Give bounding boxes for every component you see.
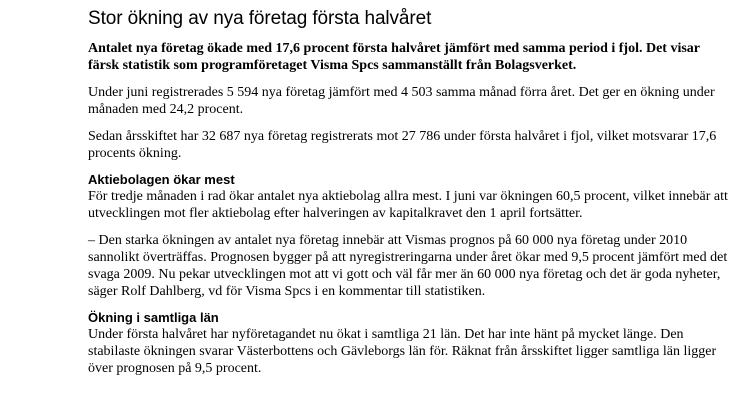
paragraph-aktiebolag: För tredje månaden i rad ökar antalet nya aktiebolag allra mest. I juni var ökningen 60,5 procent, vilket innebär att utvecklingen mot fler aktiebolag efter halveringen av kapitalkravet den 1 april fortsätter.	[88, 189, 728, 221]
article-title: Stor ökning av nya företag första halvåret	[88, 8, 432, 29]
paragraph-june-registrations: Under juni registrerades 5 594 nya företag jämfört med 4 503 samma månad förra året. Det ger en ökning under månaden med 24,2 procent.	[88, 85, 715, 117]
paragraph-year-to-date: Sedan årsskiftet har 32 687 nya företag registrerats mot 27 786 under första halvåret i fjol, vilket motsvarar 17,6 procents ökning.	[88, 129, 717, 161]
paragraph-quote: – Den starka ökningen av antalet nya företag innebär att Vismas prognos på 60 000 nya företag under 2010 sannolikt överträffas. Prognosen bygger på att nyregistreringarna under året ökar med 9,5 procent jämfört med det svaga 2009. Nu pekar utvecklingen mot att vi gott och väl får mer än 60 000 nya företag och det är goda nyheter, säger Rolf Dahlberg, vd för Visma Spcs i en kommentar till statistiken.	[88, 233, 728, 299]
section-heading-lan: Ökning i samtliga län	[88, 310, 219, 325]
article-lead: Antalet nya företag ökade med 17,6 procent första halvåret jämfört med samma period i fjol. Det visar färsk statistik som programföretaget Visma Spcs sammanställt från Bolagsverket.	[88, 41, 700, 73]
paragraph-lan: Under första halvåret har nyföretagandet nu ökat i samtliga 21 län. Det har inte hänt på mycket länge. Den stabilaste ökningen svarar Västerbottens och Gävleborgs län för. Räknat från årsskiftet ligger samtliga län ligger över prognosen på 9,5 procent.	[88, 327, 717, 376]
section-heading-aktiebolag: Aktiebolagen ökar mest	[88, 172, 235, 187]
article	[88, 8, 728, 387]
